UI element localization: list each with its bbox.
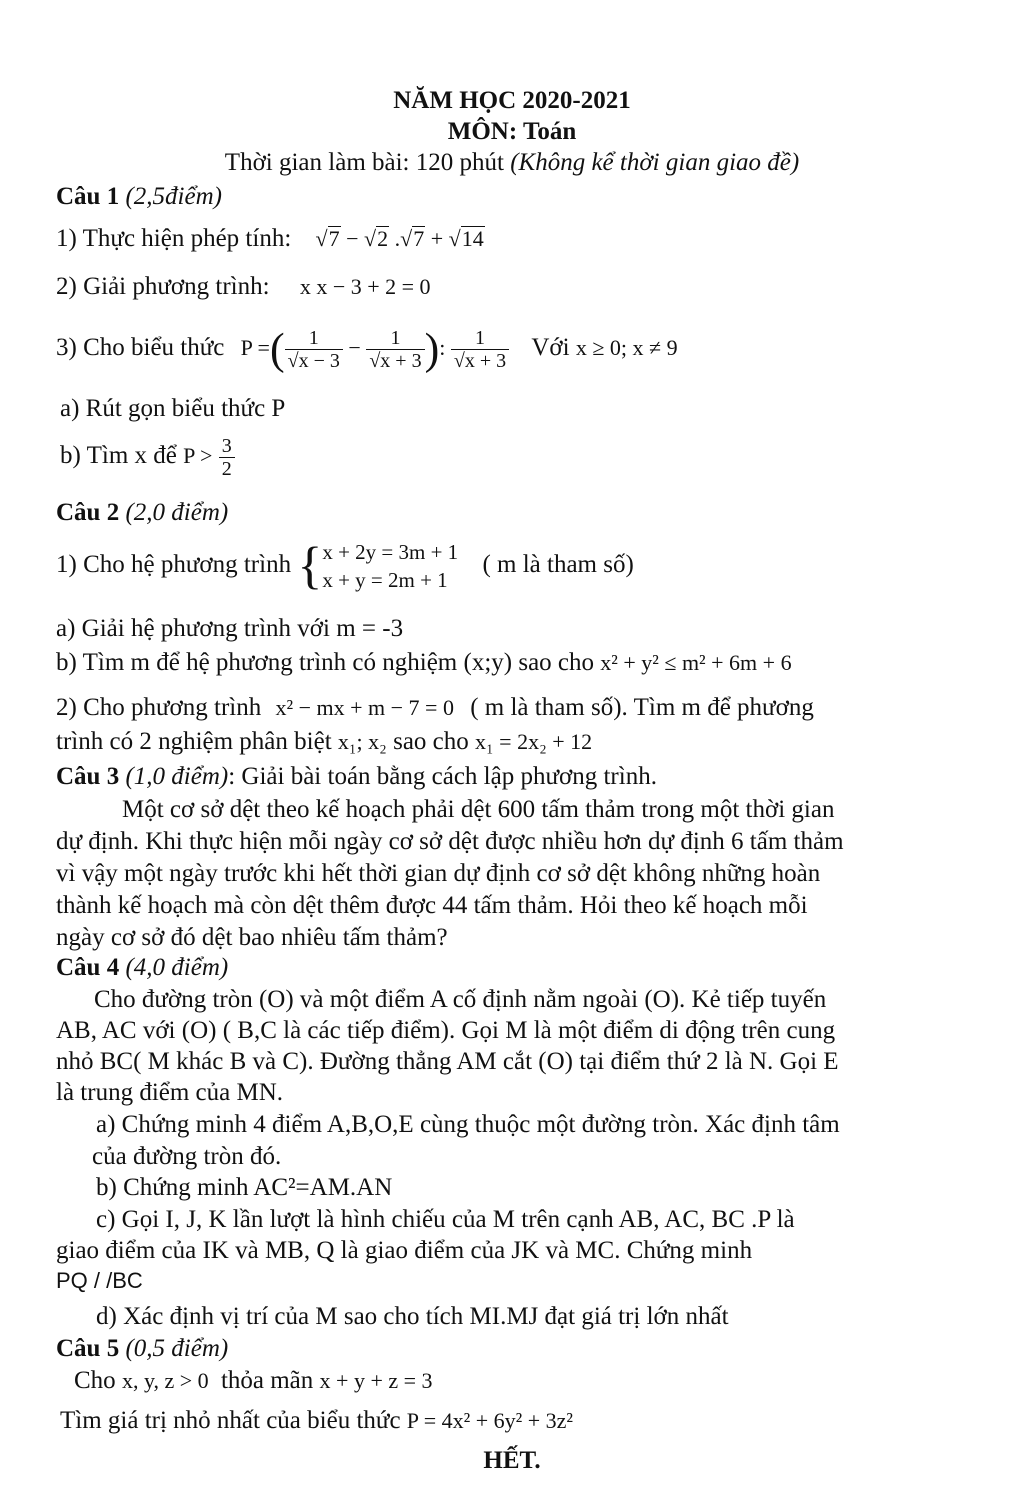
- q2-part2-rest: ( m là tham số). Tìm m để phương: [470, 694, 814, 721]
- time-main: Thời gian làm bài: 120 phút: [224, 149, 511, 176]
- q5-line1a: Cho: [74, 1367, 116, 1394]
- q2-part2-roots: x₁; x₂: [337, 729, 387, 754]
- q4-line: AB, AC với (O) ( B,C là các tiếp điểm). Gọi M là một điểm di động trên cung: [56, 1017, 836, 1044]
- q1-a: a) Rút gọn biểu thức P: [60, 395, 286, 422]
- q5-cond1: x, y, z > 0: [121, 1368, 209, 1393]
- q4-b: b) Chứng minh AC²=AM.AN: [96, 1174, 393, 1201]
- q1-b-label: b) Tìm x để: [60, 442, 177, 469]
- q5-line1: [74, 1366, 433, 1396]
- q2-part2-line2a: trình có 2 nghiệm phân biệt: [56, 728, 332, 755]
- q2-part2: [56, 693, 814, 723]
- q2-b-expr: x² + y² ≤ m² + 6m + 6: [600, 650, 792, 675]
- q3-line: dự định. Khi thực hiện mỗi ngày cơ sở dệt được nhiều hơn dự định 6 tấm thảm: [56, 828, 844, 855]
- q1-part3-P: P =: [240, 335, 270, 360]
- q3-heading: [56, 762, 657, 792]
- q1-part2: [56, 272, 431, 302]
- q3-intro: : Giải bài toán bằng cách lập phương trình.: [228, 763, 657, 790]
- q3-line: ngày cơ sở đó dệt bao nhiêu tấm thảm?: [56, 924, 448, 951]
- q1-b-expr: P >: [183, 443, 213, 468]
- q1-title: Câu 1: [56, 183, 120, 210]
- q2-part2-label: 2) Cho phương trình: [56, 694, 262, 721]
- q2-eq1: x + 2y = 3m + 1: [322, 540, 459, 565]
- q5-cond2: x + y + z = 3: [319, 1368, 433, 1393]
- frac3-den: √x + 3: [451, 349, 509, 372]
- end-mark: HẾT.: [483, 1447, 541, 1474]
- q3-points: (1,0 điểm): [119, 763, 229, 790]
- q2-heading: [56, 498, 228, 528]
- q3-line: thành kế hoạch mà còn dệt thêm được 44 tấm thảm. Hỏi theo kế hoạch mỗi: [56, 892, 808, 919]
- time-note: (Không kể thời gian giao đề): [510, 149, 800, 176]
- q1-part3-label: 3) Cho biểu thức: [56, 334, 225, 361]
- q4-heading: [56, 953, 228, 983]
- subject: MÔN: Toán: [447, 118, 577, 145]
- q1-b-num: 3: [221, 434, 232, 457]
- q1-part2-label: 2) Giải phương trình:: [56, 273, 270, 300]
- school-year: NĂM HỌC 2020-2021: [393, 87, 631, 114]
- q2-a: a) Giải hệ phương trình với m = -3: [56, 615, 404, 642]
- q2-b-text: b) Tìm m để hệ phương trình có nghiệm (x;y) sao cho: [56, 649, 595, 676]
- q1-heading: [56, 182, 222, 212]
- q2-eq2: x + y = 2m + 1: [322, 568, 448, 593]
- q2-points: (2,0 điểm): [119, 499, 229, 526]
- q1-part1: [56, 224, 485, 254]
- q2-part2-expr: x² − mx + m − 7 = 0: [275, 695, 454, 720]
- q4-a-line: a) Chứng minh 4 điểm A,B,O,E cùng thuộc một đường tròn. Xác định tâm: [96, 1111, 840, 1138]
- q4-line: nhỏ BC( M khác B và C). Đường thẳng AM cắt (O) tại điểm thứ 2 là N. Gọi E: [56, 1048, 839, 1075]
- q5-title: Câu 5: [56, 1335, 120, 1362]
- q1-part3-cond-label: Với: [531, 334, 570, 361]
- q4-points: (4,0 điểm): [119, 954, 229, 981]
- q1-part2-expr: x x − 3 + 2 = 0: [299, 274, 431, 299]
- q3-title: Câu 3: [56, 763, 120, 790]
- q4-c-line: giao điểm của IK và MB, Q là giao điểm của JK và MC. Chứng minh: [56, 1237, 753, 1264]
- q5-line2-text: Tìm giá trị nhỏ nhất của biểu thức: [60, 1407, 401, 1434]
- q4-line: là trung điểm của MN.: [56, 1079, 284, 1106]
- q4-d: d) Xác định vị trí của M sao cho tích MI.MJ đạt giá trị lớn nhất: [96, 1303, 729, 1330]
- q3-line: vì vậy một ngày trước khi hết thời gian dự định cơ sở dệt không những hoàn: [56, 860, 821, 887]
- frac3-num: 1: [474, 326, 485, 349]
- q2-title: Câu 2: [56, 499, 120, 526]
- q2-system: [322, 538, 458, 594]
- q5-line2-expr: P = 4x² + 6y² + 3z²: [406, 1408, 573, 1433]
- q5-line2: [60, 1406, 573, 1436]
- q4-line: Cho đường tròn (O) và một điểm A cố định nằm ngoài (O). Kẻ tiếp tuyến: [94, 986, 827, 1013]
- q4-title: Câu 4: [56, 954, 120, 981]
- q4-c-line: c) Gọi I, J, K lần lượt là hình chiếu của M trên cạnh AB, AC, BC .P là: [96, 1206, 795, 1233]
- time-line: [0, 148, 1024, 178]
- q2-part2-line2: [56, 727, 592, 757]
- q3-line: Một cơ sở dệt theo kế hoạch phải dệt 600 tấm thảm trong một thời gian: [122, 796, 835, 823]
- q1-part3: 3) Cho biểu thức P =( $\frac{1}{√x - 3}$ − $\frac{1}{√x + 3}$ ): $\frac{1}{√x + 3}$ Với x ≥ 0; x ≠ 9: [56, 324, 678, 374]
- q1-part1-label: 1) Thực hiện phép tính:: [56, 225, 292, 252]
- q1-part1-expr: √7 − √2 .√7 + √14: [315, 226, 484, 251]
- q5-heading: [56, 1334, 228, 1364]
- q2-part2-cond: x₁ = 2x₂ + 12: [475, 729, 593, 754]
- frac1-num: 1: [308, 326, 319, 349]
- q4-c-pq: PQ / /BC: [56, 1268, 143, 1293]
- q1-points: (2,5điểm): [119, 183, 222, 210]
- frac2-den: √x + 3: [366, 349, 424, 372]
- q1-b: [60, 424, 235, 488]
- q5-line1b: thỏa mãn: [220, 1367, 314, 1394]
- q2-part1: 1) Cho hệ phương trình { x + 2y = 3m + 1 x + y = 2m + 1 ( m là tham số): [56, 537, 634, 595]
- frac2-num: 1: [390, 326, 401, 349]
- q2-part2-line2b: sao cho: [393, 728, 469, 755]
- q1-part3-cond: x ≥ 0; x ≠ 9: [575, 335, 678, 360]
- q2-part1-label: 1) Cho hệ phương trình: [56, 551, 292, 578]
- q4-a-line: của đường tròn đó.: [92, 1143, 282, 1170]
- q2-param: ( m là tham số): [482, 551, 634, 578]
- frac1-den: √x − 3: [285, 349, 343, 372]
- q5-points: (0,5 điểm): [119, 1335, 229, 1362]
- q2-b: [56, 648, 792, 678]
- q1-b-den: 2: [219, 457, 235, 480]
